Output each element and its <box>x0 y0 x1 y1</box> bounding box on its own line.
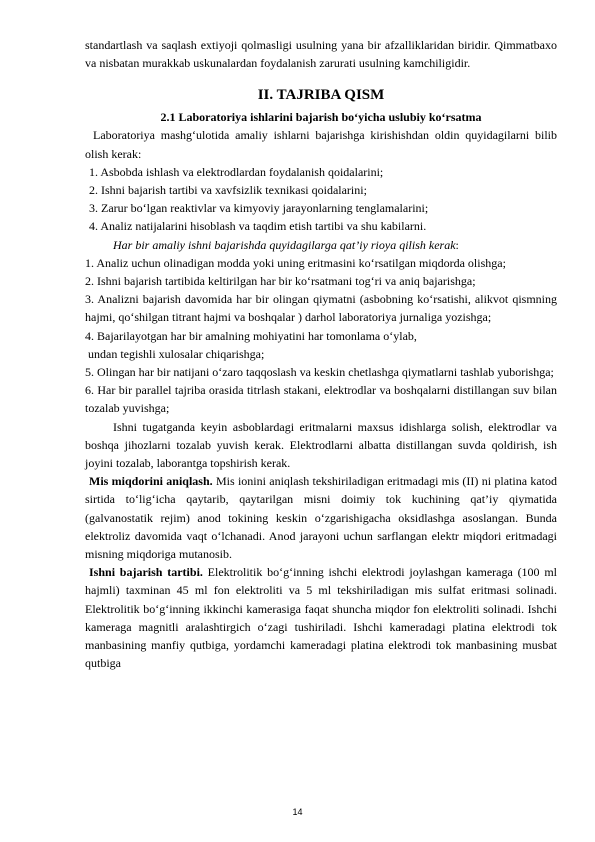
italic-lead-suffix: : <box>455 237 459 252</box>
step-item-continuation: undan tegishli xulosalar chiqarishga; <box>85 346 265 361</box>
lead-paragraph: Laboratoriya mashg‘ulotida amaliy ishlarni bajarishga kirishishdan oldin quyidagilarni bilib olish kerak: <box>85 128 557 161</box>
rule-item: 2. Ishni bajarish tartibi va xavfsizlik texnikasi qoidalarini; <box>89 183 367 198</box>
step-item: 2. Ishni bajarish tartibida keltirilgan har bir ko‘rsatmani tog‘ri va aniq bajarishga; <box>85 274 476 289</box>
mis-text: Mis ionini aniqlash tekshiriladigan eritmadagi mis (II) ni platina katod sirtida to‘lig‘icha qaytarib, qaytarilgan misni doimiy tok kuchining qat’iy qiymatida (galvanostatik rejim) anod tokining keskin o‘zgarishigacha oksidlashga asoslangan. Bunda elektroliz davomida vaqt o‘lchanadi. Anod jarayoni uchun sarflangan elektr miqdori eritmadagi misning miqdoriga mutanosib. <box>85 474 557 562</box>
step-item: 3. Analizni bajarish davomida har bir olingan qiymatni (asbobning ko‘rsatishi, alikvot qismning hajmi, qo‘shilgan titrant hajmi va boshqalar ) darhol laboratoriya jurnaliga yozishga; <box>85 292 557 325</box>
mis-heading: Mis miqdorini aniqlash. <box>89 474 213 489</box>
italic-lead <box>85 236 557 254</box>
mis-paragraph <box>85 472 557 563</box>
subsection-title: 2.1 Laboratoriya ishlarini bajarish bo‘yicha uslubiy ko‘rsatma <box>160 110 482 125</box>
italic-lead-text: Har bir amaliy ishni bajarishda quyidagilarga qat’iy rioya qilish kerak <box>113 237 456 252</box>
step-item: 4. Bajarilayotgan har bir amalning mohiyatini har tomonlama o‘ylab, <box>85 328 417 343</box>
section-title: II. TAJRIBA QISM <box>257 87 385 104</box>
step-item: 1. Analiz uchun olinadigan modda yoki uning eritmasini ko‘rsatilgan miqdorda olishga; <box>85 255 506 270</box>
rule-item: 1. Asbobda ishlash va elektrodlardan foydalanish qoidalarini; <box>89 164 384 179</box>
page-content <box>85 36 557 673</box>
finish-paragraph: Ishni tugatganda keyin asboblardagi eritmalarni maxsus idishlarga solish, elektrodlar va boshqa jihozlarni tozalab yuvish kerak. Elektrodlarni albatta distillangan suvda qoldirish, ish joyini tozalab, laborantga topshirish kerak. <box>85 419 557 471</box>
order-text: Elektrolitik bo‘g‘inning ishchi elektrodi joylashgan kameraga (100 ml hajmli) taxminan 45 ml fon elektroliti va 5 ml tekshiriladigan mis sulfat eritmasi solinadi. Elektrolitik bo‘g‘inning ikkinchi kamerasiga faqat shuncha miqdor fon elektroliti solinadi. Ishchi kameraga magnitli aralashtirgich o‘zagi tushiriladi. Ishchi kameradagi platina elektrodi tok manbasining manfiy qutbiga, yordamchi kameradagi platina elektrodi tok manbasining musbat qutbiga <box>85 565 558 671</box>
rule-item: 3. Zarur bo‘lgan reaktivlar va kimyoviy jarayonlarning tenglamalarini; <box>89 201 429 216</box>
intro-paragraph: standartlash va saqlash extiyoji qolmasligi usulning yana bir afzalliklaridan biridir. Qimmatbaxo va nisbatan murakkab uskunalardan foydalanish zarurati usulning kamchiligidir. <box>85 38 557 71</box>
page-number: 14 <box>292 807 303 817</box>
order-paragraph <box>85 563 557 672</box>
order-heading: Ishni bajarish tartibi. <box>89 565 203 580</box>
step-item: 6. Har bir parallel tajriba orasida titrlash stakani, elektrodlar va boshqalarni distillangan suv bilan tozalab yuvishga; <box>85 383 557 416</box>
step-item: 5. Olingan har bir natijani o‘zaro taqqoslash va keskin chetlashga qiymatlarni tashlab yuborishga; <box>85 365 554 380</box>
rule-item: 4. Analiz natijalarini hisoblash va taqdim etish tartibi va shu kabilarni. <box>89 219 427 234</box>
